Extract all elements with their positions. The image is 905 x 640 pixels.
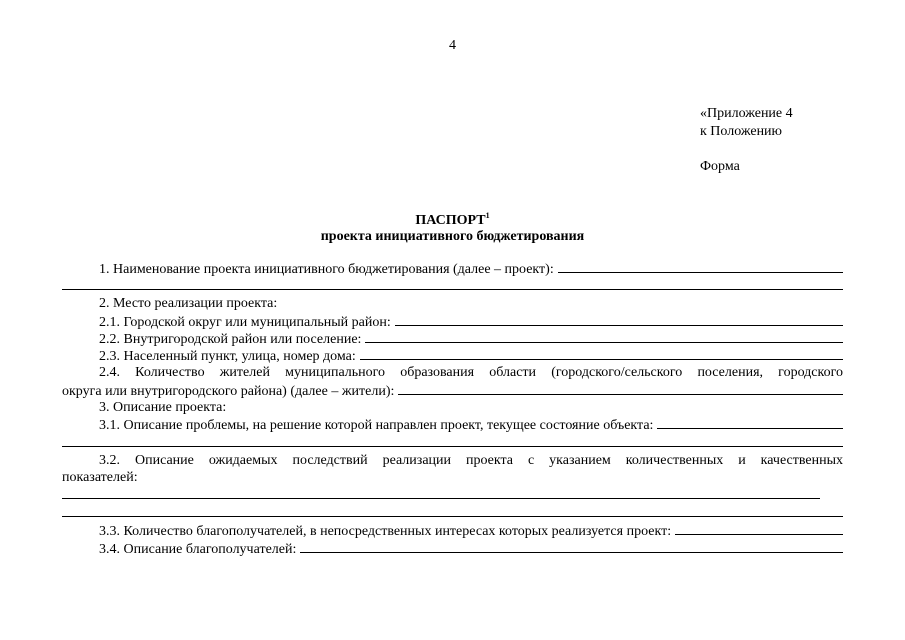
blank-line[interactable] xyxy=(300,540,843,553)
form-label: Форма xyxy=(700,159,740,174)
section-heading: 2. Место реализации проекта: xyxy=(99,296,278,312)
blank-line[interactable] xyxy=(398,382,843,395)
section-description xyxy=(62,399,843,416)
field-settlement xyxy=(62,330,843,347)
blank-line[interactable] xyxy=(395,313,843,326)
field-label: 2.3. Населенный пункт, улица, номер дома: xyxy=(99,349,356,365)
blank-line[interactable] xyxy=(62,486,820,499)
field-label: 2.2. Внутригородской район или поселение: xyxy=(99,331,362,347)
field-beneficiaries-description xyxy=(62,540,843,557)
appendix-label: «Приложение 4 xyxy=(700,106,793,121)
field-project-name xyxy=(62,260,843,277)
field-consequences-line1: 3.2. Описание ожидаемых последствий реализации проекта с указанием количественных и качественных xyxy=(99,452,843,468)
blank-line[interactable] xyxy=(62,504,843,517)
appendix-reference: к Положению xyxy=(700,124,783,139)
field-label: 3.1. Описание проблемы, на решение которой направлен проект, текущее состояние объекта: xyxy=(99,418,654,434)
page-number: 4 xyxy=(449,38,456,53)
field-consequences-line2 xyxy=(62,469,843,486)
blank-line[interactable] xyxy=(365,330,843,343)
field-address xyxy=(62,347,843,364)
field-problem xyxy=(62,416,843,433)
passport-form xyxy=(62,260,843,557)
document-subtitle: проекта инициативного бюджетирования xyxy=(320,229,585,244)
blank-line[interactable] xyxy=(675,522,843,535)
blank-line[interactable] xyxy=(657,416,843,429)
title-main: ПАСПОРТ xyxy=(415,213,486,228)
blank-line[interactable] xyxy=(558,260,843,273)
blank-line[interactable] xyxy=(62,277,843,290)
field-label: 1. Наименование проекта инициативного бюджетирования (далее – проект): xyxy=(99,262,554,277)
blank-line[interactable] xyxy=(62,434,843,447)
field-residents-line2 xyxy=(62,382,843,399)
blank-line[interactable] xyxy=(360,347,843,360)
field-label: показателей: xyxy=(62,469,138,485)
section-heading: 3. Описание проекта: xyxy=(99,400,227,416)
section-location xyxy=(62,295,843,312)
document-title xyxy=(0,211,905,229)
field-label: 3.4. Описание благополучателей: xyxy=(99,541,297,557)
field-label: 3.3. Количество благополучателей, в непосредственных интересах которых реализуется проект: xyxy=(99,524,672,540)
field-beneficiaries-count xyxy=(62,522,843,539)
field-label: 2.1. Городской округ или муниципальный район: xyxy=(99,314,391,330)
field-residents-line1: 2.4. Количество жителей муниципального образования области (городского/сельского поселения, городского xyxy=(99,365,843,381)
footnote-mark: 1 xyxy=(485,211,490,220)
field-label: округа или внутригородского района) (далее – жители): xyxy=(62,383,395,399)
field-district xyxy=(62,313,843,330)
